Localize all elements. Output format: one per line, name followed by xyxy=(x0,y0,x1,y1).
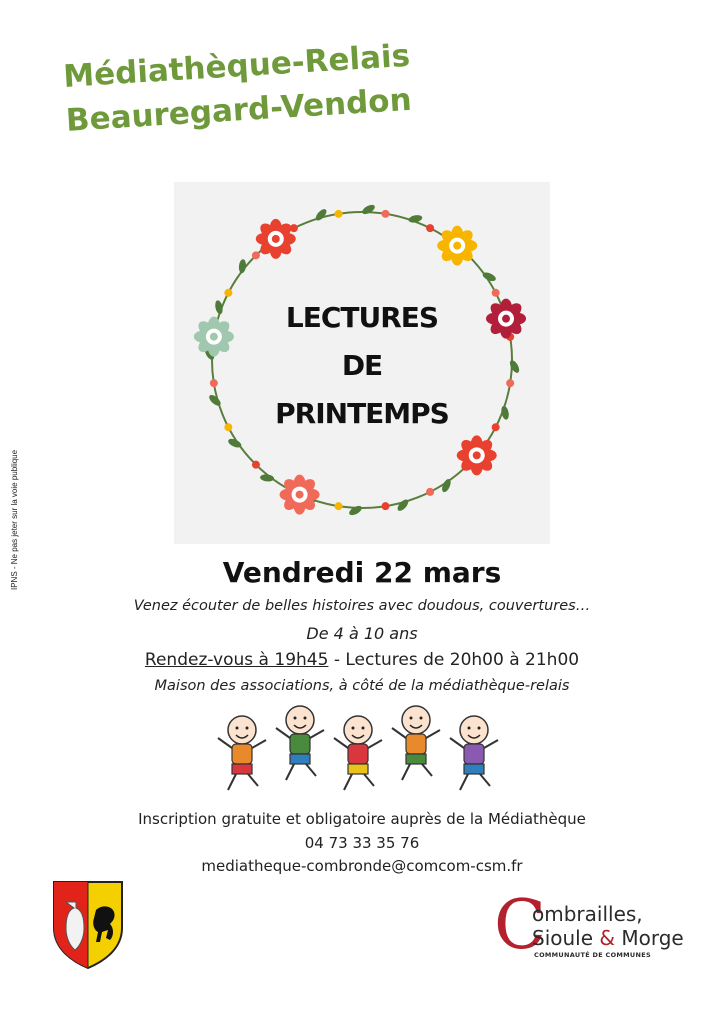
logo-line-2a: Sioule xyxy=(532,926,600,950)
readings-time: - Lectures de 20h00 à 21h00 xyxy=(328,650,580,670)
header-title xyxy=(62,31,469,175)
logo-line-2b: Morge xyxy=(615,926,684,950)
logo-line-2 xyxy=(532,926,684,950)
side-legal-note: IPNS - Ne pas jeter sur la voie publique xyxy=(10,449,19,590)
title-line-2: Beauregard-Vendon xyxy=(64,81,413,139)
poster-heading xyxy=(174,294,550,438)
event-ages: De 4 à 10 ans xyxy=(306,624,418,643)
coat-of-arms-icon xyxy=(52,880,124,970)
poster-wreath xyxy=(174,182,550,544)
community-logo xyxy=(494,886,684,965)
rendezvous-time: Rendez-vous à 19h45 xyxy=(144,650,329,670)
registration-info: Inscription gratuite et obligatoire auprès de la Médiathèque xyxy=(138,810,586,828)
logo-big-letter: C xyxy=(494,886,547,965)
contact-email[interactable]: mediatheque-combronde@comcom-csm.fr xyxy=(201,857,523,875)
poster-line-1: LECTURES xyxy=(285,301,439,334)
poster-line-3: PRINTEMPS xyxy=(275,397,449,430)
poster-line-2: DE xyxy=(341,349,383,382)
event-date: Vendredi 22 mars xyxy=(222,556,502,589)
event-tagline: Venez écouter de belles histoires avec doudous, couvertures… xyxy=(133,598,591,614)
event-place: Maison des associations, à côté de la médiathèque-relais xyxy=(154,678,570,694)
event-schedule xyxy=(0,650,724,670)
title-line-1: Médiathèque-Relais xyxy=(62,37,411,95)
dancing-children-icon xyxy=(212,704,512,794)
logo-subtitle: COMMUNAUTÉ DE COMMUNES xyxy=(534,951,651,959)
logo-line-1: ombrailles, xyxy=(532,902,643,926)
contact-phone: 04 73 33 35 76 xyxy=(304,834,420,852)
logo-ampersand: & xyxy=(599,926,615,950)
